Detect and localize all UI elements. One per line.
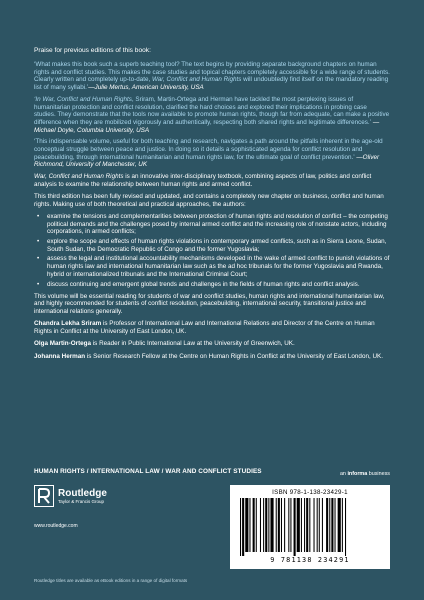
informa-prefix: an: [339, 471, 348, 477]
ebook-footer-note: Routledge titles are available as eBook editions in a range of digital formats: [34, 578, 188, 583]
bullet-item: [37, 255, 390, 278]
bullet-icon: •: [37, 255, 40, 263]
publisher-group: Taylor & Francis Group: [58, 498, 105, 504]
authors-bullet-list: [34, 213, 390, 288]
barcode-bar: [304, 498, 305, 552]
barcode-bar: [265, 498, 267, 552]
barcode-bar: [270, 498, 273, 552]
barcode-bar: [245, 498, 248, 552]
quote-affiliation: Columbia University, USA: [75, 126, 150, 134]
bullet-icon: •: [37, 212, 40, 220]
quote-author: —Oliver Richmond,: [34, 153, 380, 169]
barcode-bar: [284, 498, 285, 552]
author-bio-text: is Reader in Public International Law at the University of Greenwich, UK.: [91, 340, 295, 348]
author-bio-herman: [34, 353, 390, 361]
praise-quote-3: [34, 138, 390, 169]
bullet-text: discuss continuing and emergent global trends and challenges in the fields of human rights and conflict analysis.: [47, 280, 360, 288]
publisher-website: www.routledge.com: [34, 523, 78, 529]
barcode-bar: [329, 498, 330, 552]
author-bio-sriram: [34, 320, 390, 335]
barcode-digits: 9 781138 234291: [270, 556, 350, 564]
barcode-bar: [338, 498, 341, 552]
edition-paragraph: This third edition has been fully revised and updated, and contains a completely new chapter on business, conflict and human rights. Making use of both theoretical and practical approaches, the authors:: [34, 193, 384, 208]
barcode-bar: [342, 498, 343, 552]
subject-categories: HUMAN RIGHTS / INTERNATIONAL LAW / WAR AND CONFLICT STUDIES: [34, 468, 262, 475]
bullet-item: [37, 238, 390, 253]
author-name: Johanna Herman: [34, 352, 86, 360]
quote-affiliation: University of Manchester, UK: [64, 161, 148, 169]
praise-quote-1: [34, 61, 390, 92]
isbn-label: ISBN 978-1-138-23429-1: [272, 489, 348, 496]
publisher-logo: [34, 485, 107, 507]
quote-author: —Julie Mertus,: [88, 84, 131, 92]
author-name: Chandra Lekha Sriram: [34, 320, 102, 328]
barcode-bar: [281, 498, 282, 552]
author-bio-martin-ortega: [34, 340, 390, 348]
barcode-bar: [319, 498, 320, 552]
praise-quote-2: [34, 96, 390, 135]
barcode-bar: [309, 498, 310, 552]
barcode-bar: [240, 498, 241, 556]
barcode-bar: [335, 498, 336, 552]
bullet-text: assess the legal and institutional accountability mechanisms developed in the wake of armed conflict to punish violations of human rights law and international humanitarian law such as the ad hoc tribunals for the former Yugoslavia and Rwanda, hybrid or internationalized tribunals and the International Criminal Court;: [47, 255, 390, 278]
author-bio-text: is Professor of International Law and International Relations and Director of the Centre on Human Rights in Conflict at the University of East London, UK.: [34, 320, 375, 336]
author-bio-text: is Senior Research Fellow at the Centre on Human Rights in Conflict at the University of East London, UK.: [85, 352, 383, 360]
quote-author: —Michael Doyle,: [34, 118, 380, 134]
quote-text: ‘What makes this book such a superb teaching tool? The text begins by providing separate background chapters on human rights and conflict studies. This makes the case studies and topical chapters completely accessible for a wide range of students. Clearly written and completely up-to-date,: [34, 61, 390, 84]
quote-affiliation: American University, USA: [130, 84, 204, 92]
isbn-barcode: [238, 498, 382, 556]
informa-suffix: business: [367, 471, 390, 477]
bullet-item: [37, 280, 390, 289]
barcode-bar: [276, 498, 277, 552]
barcode-bar: [290, 498, 291, 552]
bullet-icon: •: [37, 238, 40, 246]
quote-text-continued: will undoubtedly find itself on the mandatory reading list of many syllabi.’: [34, 76, 389, 92]
barcode-bar: [317, 498, 318, 552]
barcode-bar: [301, 498, 302, 552]
bullet-item: [37, 212, 390, 236]
barcode-bar: [256, 498, 257, 552]
bullet-icon: •: [37, 280, 40, 288]
praise-heading: Praise for previous editions of this book:: [34, 47, 151, 54]
barcode-bar: [314, 498, 315, 552]
barcode-bar: [278, 498, 280, 552]
barcode-bar: [288, 498, 289, 552]
author-name: Olga Martin-Ortega: [34, 340, 92, 348]
quote-text-continued: , Sriram, Martin-Ortega and Herman have tackled the most perplexing issues of humanitarian protection and conflict resolution, clarified the hard choices and explored their implications in probing case studies. They demonstrate that the tools now available to promote human rights, though far from adequate, can make a positive difference when they are mobilized vigorously and authentically, respecting both shared rights and legitimate differences.’: [34, 95, 390, 126]
informa-business-note: [340, 471, 390, 477]
barcode-bar: [253, 498, 255, 552]
quote-book-title: ‘In War, Conflict and Human Rights: [34, 95, 132, 103]
bullet-text: explore the scope and effects of human rights violations in contemporary armed conflicts, such as in Sierra Leone, Sudan, South Sudan, the Democratic Republic of Congo and the former Yugoslavia;: [47, 238, 387, 253]
isbn-barcode-box: [230, 485, 390, 569]
barcode-bar: [306, 498, 308, 552]
barcode-bar: [260, 498, 261, 552]
barcode-bar: [331, 498, 333, 552]
barcode-bar: [268, 498, 269, 552]
intro-paragraph: [34, 173, 390, 188]
intro-text: is an innovative inter-disciplinary textbook, combining aspects of law, politics and conflict analysis to examine the relationship between human rights and armed conflict.: [34, 173, 372, 188]
bullet-text: examine the tensions and complementarities between protection of human rights and resolution of conflict – the competing political demands and the challenges posed by internal armed conflict and the increasing role of nonstate actors, including corporations, in armed conflicts;: [47, 212, 388, 236]
quote-text: ‘This indispensable volume, useful for both teaching and research, navigates a path around the pitfalls inherent in the age-old conceptual struggle between peace and justice. In doing so it details a sophisticated agenda for conflict resolution and peacebuilding, through international humanitarian and human rights law, for the ultimate goal of conflict prevention.’: [34, 138, 383, 161]
quote-book-title: War, Conflict and Human Rights: [151, 76, 242, 84]
barcode-bar: [345, 498, 346, 556]
barcode-bar: [263, 498, 264, 552]
routledge-logo-icon: [34, 485, 54, 507]
barcode-bar: [242, 498, 244, 556]
intro-book-title: War, Conflict and Human Rights: [34, 173, 124, 181]
barcode-bar: [297, 498, 300, 552]
barcode-bar: [326, 498, 328, 552]
informa-word: informa: [347, 471, 368, 477]
publisher-name: Routledge: [58, 487, 107, 499]
barcode-bar: [249, 498, 250, 552]
barcode-bar: [294, 498, 296, 556]
barcode-bar: [322, 498, 323, 552]
closing-paragraph: This volume will be essential reading for students of war and conflict studies, human rights and international humanitarian law, and highly recommended for students of conflict resolution, peacebuilding, international security, transitional justice and international relations generally.: [34, 292, 385, 316]
